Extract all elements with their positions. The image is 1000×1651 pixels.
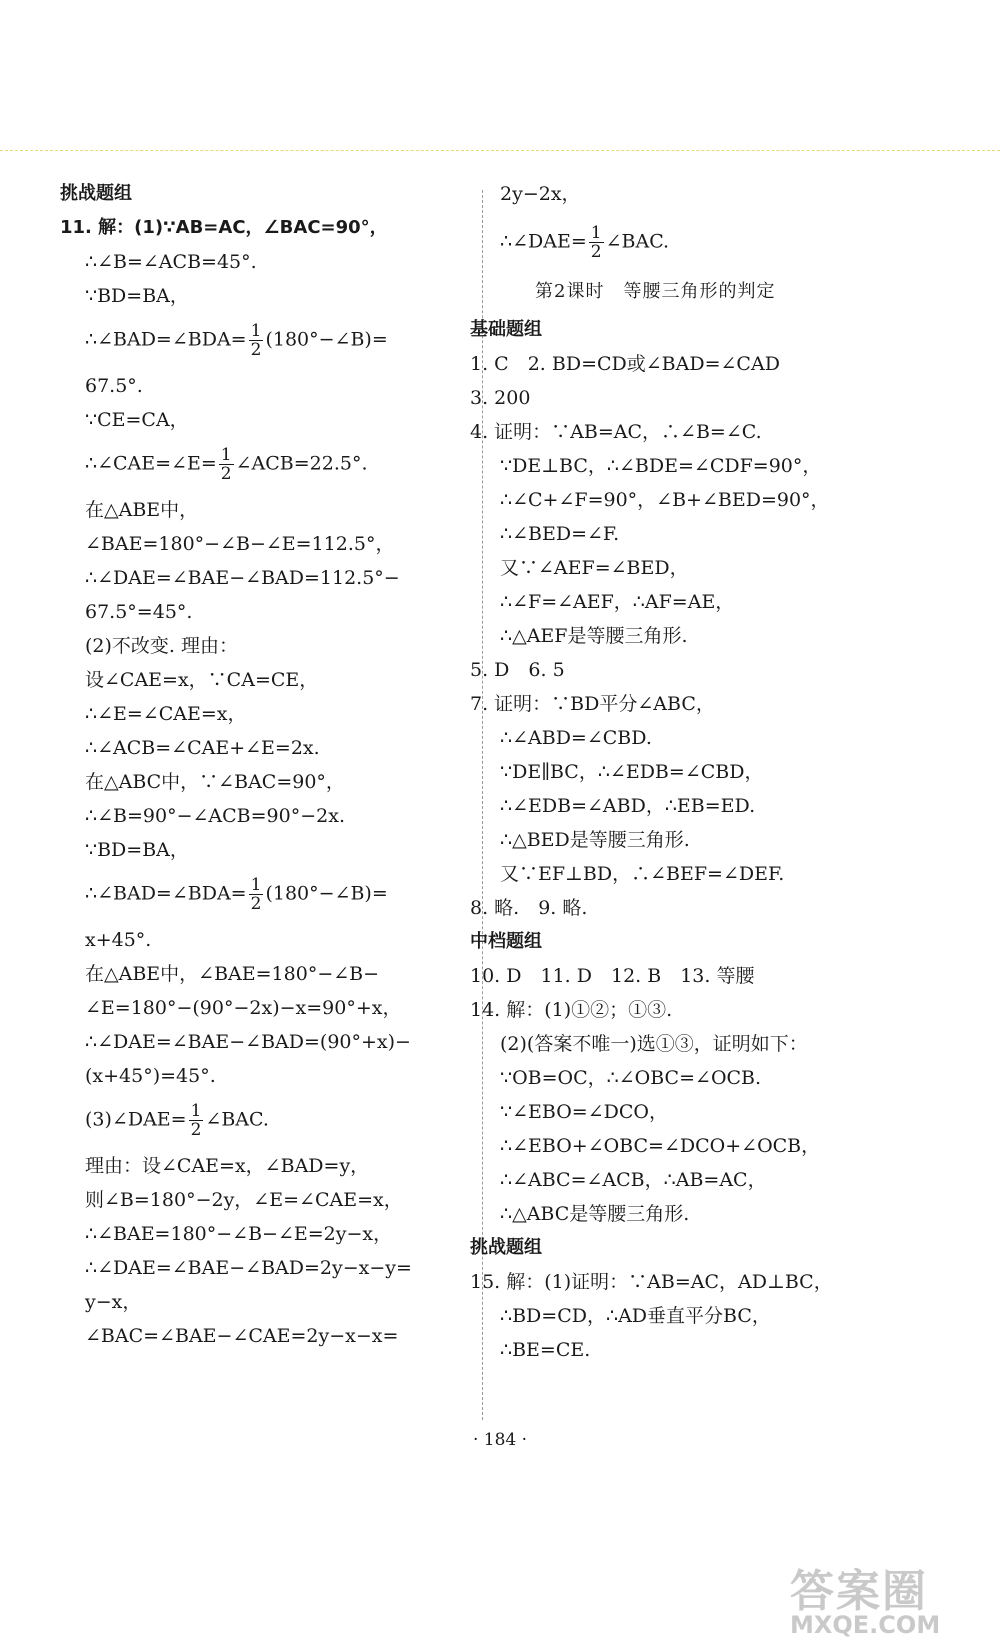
answer-line: 7. 证明：∵BD平分∠ABC， [470,693,715,715]
fraction-line: ∴∠CAE=∠E= $\frac{1}{2}$ ∠ACB=22.5°. [85,445,368,484]
text-line: ∴BE=CE. [500,1339,591,1361]
text-line: 在△ABE中， [85,499,199,521]
watermark-logo [790,1555,990,1645]
text-line: ∠E=180°−(90°−2x)−x=90°+x， [85,997,402,1019]
answer-line: 15. 解：(1)证明：∵AB=AC，AD⊥BC， [470,1271,833,1293]
text-line: 67.5°. [85,375,143,397]
fraction-line: ∴∠DAE= $\frac{1}{2}$ ∠BAC. [500,223,670,262]
text-line: (2)(答案不唯一)选①③，证明如下： [500,1033,808,1055]
section-heading: 挑战题组 [60,183,132,204]
text-line: ∴∠DAE=∠BAE−∠BAD=(90°+x)− [85,1031,411,1053]
text-line: 则∠B=180°−2y，∠E=∠CAE=x， [85,1189,403,1211]
answer-line: 14. 解：(1)①②；①③. [470,999,673,1021]
text-line: ∵OB=OC，∴∠OBC=∠OCB. [500,1067,762,1089]
text-line: ∴BD=CD，∴AD垂直平分BC， [500,1305,771,1327]
text-line: ∵∠EBO=∠DCO， [500,1101,668,1123]
text-line: ∴∠B=90°−∠ACB=90°−2x. [85,805,345,827]
section-heading: 基础题组 [470,319,542,340]
text-line: (x+45°)=45°. [85,1065,216,1087]
fraction-line: ∴∠BAD=∠BDA= $\frac{1}{2}$ (180°−∠B)= [85,321,388,360]
text-line: ∵DE∥BC，∴∠EDB=∠CBD， [500,761,764,783]
text-line: ∵BD=BA， [85,285,189,307]
text-line: ∠BAC=∠BAE−∠CAE=2y−x−x= [85,1325,399,1347]
fraction: $\frac{1}{2}$ [220,445,232,484]
text-line: ∴△BED是等腰三角形. [500,829,690,851]
fraction-line: ∴∠BAD=∠BDA= $\frac{1}{2}$ (180°−∠B)= [85,875,388,914]
text-line: 2y−2x， [500,183,581,205]
watermark-text: 答案圈 [790,1566,928,1617]
text-line: ∴∠C+∠F=90°，∠B+∠BED=90°， [500,489,830,511]
watermark-url: MXQE.COM [790,1611,941,1639]
text-line: ∴∠DAE=∠BAE−∠BAD=2y−x−y= [85,1257,412,1279]
text-line: ∴∠B=∠ACB=45°. [85,251,257,273]
text-line: y−x， [85,1291,142,1313]
text-line: ∴∠E=∠CAE=x， [85,703,247,725]
section-heading: 挑战题组 [470,1237,542,1258]
text-line: 67.5°=45°. [85,601,193,623]
text-line: ∴∠DAE=∠BAE−∠BAD=112.5°− [85,567,400,589]
text-line: ∵DE⊥BC，∴∠BDE=∠CDF=90°， [500,455,822,477]
answer-line: 3. 200 [470,387,531,409]
text-line: x+45°. [85,929,152,951]
answer-line: 8. 略. 9. 略. [470,897,588,919]
text-line: 设∠CAE=x，∵CA=CE， [85,669,319,691]
text-line: ∠BAE=180°−∠B−∠E=112.5°， [85,533,395,555]
text-line: ∵CE=CA， [85,409,189,431]
text-line: 理由：设∠CAE=x，∠BAD=y， [85,1155,370,1177]
text-line: ∴∠F=∠AEF，∴AF=AE， [500,591,735,613]
text-line: ∴∠EBO+∠OBC=∠DCO+∠OCB， [500,1135,821,1157]
text-line: ∴∠ACB=∠CAE+∠E=2x. [85,737,320,759]
fraction: $\frac{1}{2}$ [590,223,602,262]
text-line: ∴△AEF是等腰三角形. [500,625,688,647]
fraction: $\frac{1}{2}$ [250,321,262,360]
problem-11-head: 11. 解：(1)∵AB=AC，∠BAC=90°， [60,217,388,238]
text-line: ∴∠EDB=∠ABD，∴EB=ED. [500,795,756,817]
fraction-line: (3)∠DAE= $\frac{1}{2}$ ∠BAC. [85,1101,269,1140]
text-line: ∴∠ABD=∠CBD. [500,727,652,749]
text-line: ∵BD=BA， [85,839,189,861]
text-line: ∴∠BAE=180°−∠B−∠E=2y−x， [85,1223,393,1245]
answer-line: 1. C 2. BD=CD或∠BAD=∠CAD [470,353,780,375]
fraction: $\frac{1}{2}$ [190,1101,202,1140]
fraction: $\frac{1}{2}$ [250,875,262,914]
text-line: ∴△ABC是等腰三角形. [500,1203,690,1225]
answer-line: 5. D 6. 5 [470,659,565,681]
lesson-title: 第2课时 等腰三角形的判定 [535,281,776,302]
text-line: 又∵∠AEF=∠BED， [500,557,689,579]
answer-line: 10. D 11. D 12. B 13. 等腰 [470,965,755,987]
page-number: · 184 · [472,1430,528,1450]
header-rule [0,150,1000,151]
text-line: 又∵EF⊥BD，∴∠BEF=∠DEF. [500,863,785,885]
answer-line: 4. 证明：∵AB=AC，∴∠B=∠C. [470,421,762,443]
text-line: 在△ABC中，∵∠BAC=90°， [85,771,345,793]
text-line: ∴∠ABC=∠ACB，∴AB=AC， [500,1169,767,1191]
text-line: (2)不改变. 理由： [85,635,238,657]
text-line: 在△ABE中，∠BAE=180°−∠B− [85,963,380,985]
section-heading: 中档题组 [470,931,542,952]
text-line: ∴∠BED=∠F. [500,523,620,545]
